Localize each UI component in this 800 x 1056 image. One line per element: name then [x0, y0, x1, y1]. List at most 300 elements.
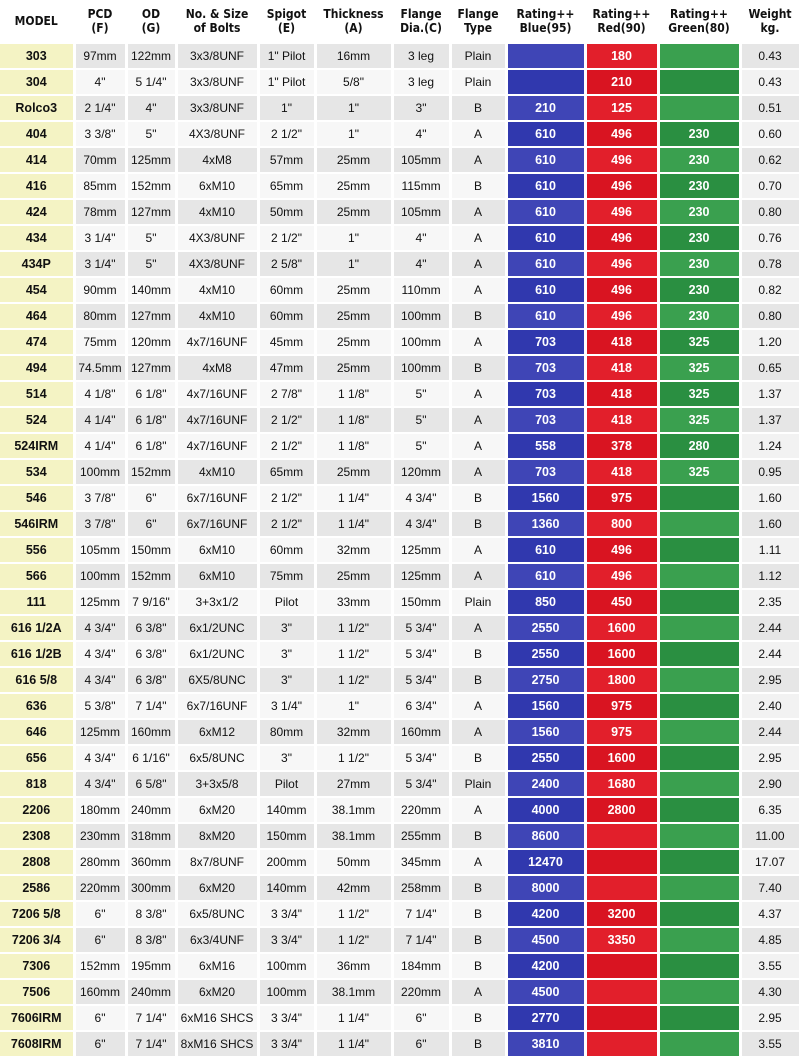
cell-od: 6 3/8"	[126, 615, 176, 641]
cell-flange-type: A	[450, 277, 506, 303]
cell-flange-dia: 105mm	[392, 199, 450, 225]
cell-spigot: 140mm	[258, 797, 315, 823]
cell-spigot: 2 1/2"	[258, 407, 315, 433]
cell-bolts: 8xM16 SHCS	[176, 1031, 258, 1056]
cell-thickness: 1 1/8"	[315, 433, 392, 459]
cell-od: 6"	[126, 485, 176, 511]
cell-model: 404	[0, 121, 74, 147]
cell-model: 474	[0, 329, 74, 355]
cell-pcd: 6"	[74, 901, 126, 927]
cell-thickness: 1"	[315, 693, 392, 719]
cell-flange-dia: 5 3/4"	[392, 771, 450, 797]
cell-od: 8 3/8"	[126, 927, 176, 953]
cell-rating-red	[585, 875, 658, 901]
cell-pcd: 3 3/8"	[74, 121, 126, 147]
table-row	[0, 537, 800, 563]
cell-rating-green	[658, 615, 740, 641]
cell-pcd: 105mm	[74, 537, 126, 563]
table-row	[0, 225, 800, 251]
cell-pcd: 74.5mm	[74, 355, 126, 381]
cell-flange-type: B	[450, 95, 506, 121]
cell-od: 4"	[126, 95, 176, 121]
cell-rating-red	[585, 1005, 658, 1031]
cell-od: 360mm	[126, 849, 176, 875]
cell-od: 127mm	[126, 199, 176, 225]
cell-weight: 1.37	[740, 381, 800, 407]
cell-rating-blue: 4200	[506, 901, 585, 927]
cell-thickness: 1"	[315, 225, 392, 251]
cell-thickness: 32mm	[315, 719, 392, 745]
cell-spigot: 3"	[258, 667, 315, 693]
table-row	[0, 147, 800, 173]
cell-model: 534	[0, 459, 74, 485]
cell-spigot: Pilot	[258, 771, 315, 797]
cell-rating-blue: 2750	[506, 667, 585, 693]
cell-flange-type: A	[450, 225, 506, 251]
cell-rating-blue: 2400	[506, 771, 585, 797]
header-od	[126, 0, 176, 43]
cell-flange-dia: 3 leg	[392, 69, 450, 95]
cell-spigot: 2 1/2"	[258, 485, 315, 511]
cell-rating-blue: 2550	[506, 745, 585, 771]
cell-rating-green: 230	[658, 121, 740, 147]
cell-thickness: 25mm	[315, 173, 392, 199]
cell-flange-dia: 3"	[392, 95, 450, 121]
cell-rating-blue: 610	[506, 537, 585, 563]
cell-weight: 1.12	[740, 563, 800, 589]
cell-rating-red: 1600	[585, 745, 658, 771]
cell-spigot: 100mm	[258, 979, 315, 1005]
cell-rating-green	[658, 823, 740, 849]
header-od-line: (G)	[141, 21, 161, 35]
cell-pcd: 90mm	[74, 277, 126, 303]
cell-rating-green	[658, 589, 740, 615]
cell-rating-green: 280	[658, 433, 740, 459]
table-row	[0, 433, 800, 459]
cell-weight: 0.80	[740, 303, 800, 329]
table-row	[0, 641, 800, 667]
header-rating-red-line: Rating++	[592, 7, 651, 21]
cell-weight: 2.44	[740, 641, 800, 667]
cell-rating-red: 180	[585, 43, 658, 69]
cell-model: 414	[0, 147, 74, 173]
header-flange-type-line: Type	[463, 21, 493, 35]
cell-rating-red: 210	[585, 69, 658, 95]
cell-thickness: 1 1/2"	[315, 901, 392, 927]
cell-thickness: 27mm	[315, 771, 392, 797]
cell-spigot: 3 3/4"	[258, 1031, 315, 1056]
cell-thickness: 1 1/2"	[315, 667, 392, 693]
cell-rating-green: 230	[658, 277, 740, 303]
cell-od: 152mm	[126, 173, 176, 199]
cell-weight: 11.00	[740, 823, 800, 849]
cell-weight: 2.95	[740, 745, 800, 771]
cell-rating-blue: 703	[506, 329, 585, 355]
cell-rating-green	[658, 875, 740, 901]
cell-weight: 0.95	[740, 459, 800, 485]
cell-rating-red: 418	[585, 407, 658, 433]
cell-flange-dia: 220mm	[392, 979, 450, 1005]
cell-flange-dia: 5 3/4"	[392, 667, 450, 693]
cell-thickness: 1 1/2"	[315, 641, 392, 667]
cell-rating-blue	[506, 69, 585, 95]
cell-od: 240mm	[126, 979, 176, 1005]
cell-pcd: 4 1/4"	[74, 433, 126, 459]
cell-thickness: 25mm	[315, 303, 392, 329]
cell-bolts: 6x7/16UNF	[176, 485, 258, 511]
header-pcd-line: (F)	[91, 21, 109, 35]
cell-thickness: 1"	[315, 121, 392, 147]
cell-od: 6 1/8"	[126, 381, 176, 407]
table-row	[0, 173, 800, 199]
cell-weight: 2.44	[740, 719, 800, 745]
cell-thickness: 1 1/2"	[315, 927, 392, 953]
cell-bolts: 6x1/2UNC	[176, 615, 258, 641]
cell-model: 636	[0, 693, 74, 719]
cell-rating-green	[658, 1005, 740, 1031]
cell-model: 303	[0, 43, 74, 69]
cell-rating-green	[658, 69, 740, 95]
table-row	[0, 745, 800, 771]
cell-pcd: 6"	[74, 927, 126, 953]
cell-od: 8 3/8"	[126, 901, 176, 927]
cell-model: 616 5/8	[0, 667, 74, 693]
cell-flange-type: A	[450, 199, 506, 225]
cell-model: 818	[0, 771, 74, 797]
cell-rating-green: 230	[658, 251, 740, 277]
cell-rating-red: 1800	[585, 667, 658, 693]
cell-rating-blue: 1360	[506, 511, 585, 537]
cell-rating-green: 230	[658, 303, 740, 329]
header-model	[0, 0, 74, 43]
cell-rating-green: 230	[658, 225, 740, 251]
table-row	[0, 95, 800, 121]
table-row	[0, 901, 800, 927]
cell-pcd: 180mm	[74, 797, 126, 823]
cell-model: 556	[0, 537, 74, 563]
cell-rating-green: 230	[658, 147, 740, 173]
cell-bolts: 4x7/16UNF	[176, 329, 258, 355]
cell-bolts: 4xM10	[176, 199, 258, 225]
cell-pcd: 100mm	[74, 563, 126, 589]
header-rating-green-line: Rating++	[670, 7, 728, 21]
cell-bolts: 6xM16	[176, 953, 258, 979]
cell-thickness: 1 1/4"	[315, 511, 392, 537]
cell-flange-dia: 3 leg	[392, 43, 450, 69]
cell-bolts: 4x7/16UNF	[176, 381, 258, 407]
cell-pcd: 3 7/8"	[74, 485, 126, 511]
cell-bolts: 6x5/8UNC	[176, 901, 258, 927]
cell-od: 5"	[126, 251, 176, 277]
cell-thickness: 42mm	[315, 875, 392, 901]
cell-spigot: 60mm	[258, 277, 315, 303]
table-row	[0, 69, 800, 95]
cell-flange-type: A	[450, 693, 506, 719]
table-row	[0, 43, 800, 69]
cell-flange-type: B	[450, 173, 506, 199]
cell-rating-blue: 4500	[506, 979, 585, 1005]
table-row	[0, 953, 800, 979]
table-row	[0, 667, 800, 693]
cell-rating-red	[585, 953, 658, 979]
cell-bolts: 4xM10	[176, 459, 258, 485]
cell-weight: 2.95	[740, 667, 800, 693]
cell-rating-red: 1600	[585, 641, 658, 667]
cell-flange-type: A	[450, 121, 506, 147]
cell-flange-dia: 6"	[392, 1031, 450, 1056]
cell-model: 616 1/2A	[0, 615, 74, 641]
cell-bolts: 4X3/8UNF	[176, 121, 258, 147]
table-row	[0, 511, 800, 537]
cell-weight: 0.78	[740, 251, 800, 277]
cell-rating-red: 496	[585, 147, 658, 173]
cell-flange-dia: 160mm	[392, 719, 450, 745]
cell-weight: 4.30	[740, 979, 800, 1005]
cell-bolts: 6x7/16UNF	[176, 511, 258, 537]
cell-rating-blue: 1560	[506, 485, 585, 511]
cell-bolts: 6X5/8UNC	[176, 667, 258, 693]
cell-pcd: 75mm	[74, 329, 126, 355]
cell-rating-red	[585, 1031, 658, 1056]
cell-flange-dia: 258mm	[392, 875, 450, 901]
table-row	[0, 199, 800, 225]
cell-pcd: 2 1/4"	[74, 95, 126, 121]
cell-bolts: 6xM10	[176, 537, 258, 563]
cell-rating-blue: 4000	[506, 797, 585, 823]
cell-thickness: 38.1mm	[315, 979, 392, 1005]
cell-flange-dia: 5"	[392, 433, 450, 459]
cell-bolts: 6xM12	[176, 719, 258, 745]
cell-rating-blue: 610	[506, 303, 585, 329]
cell-model: 646	[0, 719, 74, 745]
table-row	[0, 693, 800, 719]
cell-rating-red: 975	[585, 485, 658, 511]
cell-bolts: 8xM20	[176, 823, 258, 849]
cell-rating-green	[658, 95, 740, 121]
cell-pcd: 125mm	[74, 719, 126, 745]
cell-bolts: 3x3/8UNF	[176, 69, 258, 95]
cell-rating-green	[658, 563, 740, 589]
cell-flange-type: B	[450, 875, 506, 901]
cell-od: 6 3/8"	[126, 667, 176, 693]
cell-spigot: 3"	[258, 615, 315, 641]
cell-bolts: 6xM16 SHCS	[176, 1005, 258, 1031]
cell-pcd: 4 1/8"	[74, 381, 126, 407]
table-row	[0, 719, 800, 745]
cell-weight: 0.62	[740, 147, 800, 173]
cell-weight: 1.60	[740, 511, 800, 537]
table-row	[0, 407, 800, 433]
cell-spigot: 45mm	[258, 329, 315, 355]
cell-spigot: 65mm	[258, 173, 315, 199]
cell-flange-type: Plain	[450, 43, 506, 69]
cell-model: 7608IRM	[0, 1031, 74, 1056]
cell-flange-dia: 4"	[392, 121, 450, 147]
cell-spigot: 150mm	[258, 823, 315, 849]
cell-model: 656	[0, 745, 74, 771]
cell-rating-blue: 1560	[506, 719, 585, 745]
header-spigot-line: (E)	[277, 21, 296, 35]
header-flange-type	[450, 0, 506, 43]
cell-od: 6 1/16"	[126, 745, 176, 771]
cell-rating-red: 496	[585, 563, 658, 589]
table-row	[0, 1005, 800, 1031]
cell-thickness: 50mm	[315, 849, 392, 875]
cell-od: 7 1/4"	[126, 1005, 176, 1031]
cell-rating-green	[658, 979, 740, 1005]
cell-thickness: 25mm	[315, 563, 392, 589]
cell-rating-blue: 703	[506, 355, 585, 381]
cell-weight: 2.90	[740, 771, 800, 797]
cell-od: 120mm	[126, 329, 176, 355]
header-flange-dia-line: Dia.(C)	[400, 21, 442, 35]
cell-bolts: 6xM20	[176, 979, 258, 1005]
header-rating-red-line: Red(90)	[597, 21, 646, 35]
cell-rating-blue: 610	[506, 277, 585, 303]
cell-thickness: 25mm	[315, 355, 392, 381]
cell-weight: 1.37	[740, 407, 800, 433]
cell-weight: 17.07	[740, 849, 800, 875]
table-row	[0, 927, 800, 953]
cell-weight: 6.35	[740, 797, 800, 823]
cell-rating-red: 418	[585, 459, 658, 485]
cell-flange-type: B	[450, 823, 506, 849]
cell-od: 125mm	[126, 147, 176, 173]
cell-flange-dia: 5 3/4"	[392, 615, 450, 641]
cell-rating-green	[658, 849, 740, 875]
cell-model: 416	[0, 173, 74, 199]
cell-rating-green	[658, 771, 740, 797]
cell-model: 2206	[0, 797, 74, 823]
cell-flange-dia: 100mm	[392, 355, 450, 381]
cell-flange-dia: 4 3/4"	[392, 485, 450, 511]
cell-spigot: 50mm	[258, 199, 315, 225]
cell-flange-dia: 255mm	[392, 823, 450, 849]
cell-spigot: 100mm	[258, 953, 315, 979]
cell-flange-dia: 6 3/4"	[392, 693, 450, 719]
cell-od: 150mm	[126, 537, 176, 563]
cell-rating-red: 418	[585, 381, 658, 407]
table-row	[0, 823, 800, 849]
cell-flange-type: B	[450, 1005, 506, 1031]
cell-flange-dia: 110mm	[392, 277, 450, 303]
cell-rating-green	[658, 901, 740, 927]
cell-thickness: 1 1/4"	[315, 1005, 392, 1031]
cell-flange-type: A	[450, 615, 506, 641]
cell-rating-red: 496	[585, 537, 658, 563]
cell-model: 2308	[0, 823, 74, 849]
cell-spigot: 200mm	[258, 849, 315, 875]
cell-flange-dia: 100mm	[392, 303, 450, 329]
cell-od: 5"	[126, 121, 176, 147]
cell-rating-red: 3200	[585, 901, 658, 927]
cell-pcd: 80mm	[74, 303, 126, 329]
cell-thickness: 38.1mm	[315, 797, 392, 823]
cell-model: 566	[0, 563, 74, 589]
cell-model: Rolco3	[0, 95, 74, 121]
cell-flange-dia: 4 3/4"	[392, 511, 450, 537]
cell-flange-type: B	[450, 745, 506, 771]
cell-od: 318mm	[126, 823, 176, 849]
table-row	[0, 355, 800, 381]
table-row	[0, 849, 800, 875]
cell-model: 524IRM	[0, 433, 74, 459]
cell-weight: 0.60	[740, 121, 800, 147]
cell-flange-type: A	[450, 381, 506, 407]
cell-weight: 0.80	[740, 199, 800, 225]
cell-od: 140mm	[126, 277, 176, 303]
cell-spigot: 57mm	[258, 147, 315, 173]
cell-rating-red: 3350	[585, 927, 658, 953]
cell-pcd: 4"	[74, 69, 126, 95]
cell-rating-green	[658, 511, 740, 537]
cell-thickness: 25mm	[315, 459, 392, 485]
cell-flange-dia: 184mm	[392, 953, 450, 979]
cell-weight: 2.95	[740, 1005, 800, 1031]
cell-bolts: 6x5/8UNC	[176, 745, 258, 771]
cell-rating-blue: 703	[506, 381, 585, 407]
cell-thickness: 1"	[315, 251, 392, 277]
cell-rating-blue: 4200	[506, 953, 585, 979]
cell-flange-type: A	[450, 849, 506, 875]
cell-spigot: 3"	[258, 745, 315, 771]
cell-pcd: 6"	[74, 1031, 126, 1056]
cell-rating-red	[585, 849, 658, 875]
cell-pcd: 97mm	[74, 43, 126, 69]
cell-thickness: 1"	[315, 95, 392, 121]
cell-spigot: 3 1/4"	[258, 693, 315, 719]
cell-rating-green: 325	[658, 355, 740, 381]
cell-thickness: 1 1/2"	[315, 745, 392, 771]
cell-rating-green	[658, 719, 740, 745]
table-row	[0, 459, 800, 485]
cell-thickness: 33mm	[315, 589, 392, 615]
cell-flange-dia: 100mm	[392, 329, 450, 355]
cell-model: 7206 5/8	[0, 901, 74, 927]
cell-pcd: 5 3/8"	[74, 693, 126, 719]
cell-rating-red: 450	[585, 589, 658, 615]
cell-rating-red: 800	[585, 511, 658, 537]
table-row	[0, 771, 800, 797]
cell-weight: 0.43	[740, 69, 800, 95]
header-rating-blue-line: Rating++	[516, 7, 575, 21]
cell-model: 7306	[0, 953, 74, 979]
cell-od: 240mm	[126, 797, 176, 823]
cell-rating-blue: 2550	[506, 641, 585, 667]
cell-rating-red: 418	[585, 329, 658, 355]
cell-bolts: 4x7/16UNF	[176, 433, 258, 459]
cell-model: 514	[0, 381, 74, 407]
table-row	[0, 979, 800, 1005]
header-od-line: OD	[141, 7, 161, 21]
table-row	[0, 329, 800, 355]
header-rating-red	[585, 0, 658, 43]
table-row	[0, 875, 800, 901]
cell-flange-dia: 5 3/4"	[392, 641, 450, 667]
cell-rating-blue: 558	[506, 433, 585, 459]
cell-bolts: 6x3/4UNF	[176, 927, 258, 953]
cell-flange-type: B	[450, 641, 506, 667]
cell-bolts: 6x1/2UNC	[176, 641, 258, 667]
cell-flange-type: B	[450, 927, 506, 953]
cell-rating-red: 496	[585, 199, 658, 225]
cell-bolts: 3x3/8UNF	[176, 95, 258, 121]
cell-rating-red: 1600	[585, 615, 658, 641]
header-pcd-line: PCD	[87, 7, 113, 21]
cell-flange-type: B	[450, 511, 506, 537]
cell-thickness: 25mm	[315, 199, 392, 225]
cell-rating-red: 418	[585, 355, 658, 381]
